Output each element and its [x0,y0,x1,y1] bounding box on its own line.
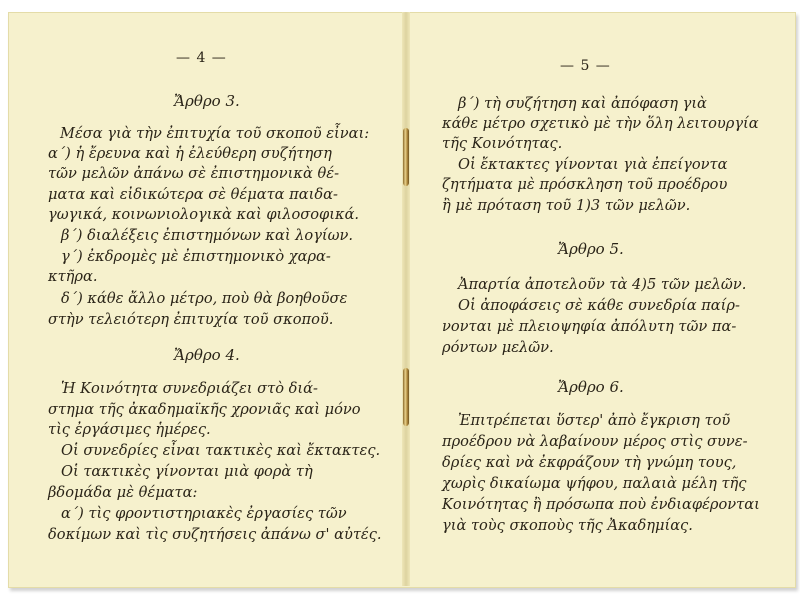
text-line: στημα τῆς ἀκαδημαϊκῆς χρονιᾶς καὶ μόνο [48,401,361,418]
page-number: — 4 — [176,50,227,66]
text-line: ζητήματα μὲ πρόσκληση τοῦ προέδρου [442,176,728,193]
booklet-gutter [402,12,410,586]
text-line: Οἱ ἀποφάσεις σὲ κάθε συνεδρία παίρ- [458,297,740,314]
text-line: β΄) τὴ συζήτηση καὶ ἀπόφαση γιὰ [458,95,707,112]
text-line: Μέσα γιὰ τὴν ἐπιτυχία τοῦ σκοποῦ εἶναι: [60,125,370,142]
text-line: δ΄) κάθε ἄλλο μέτρο, ποὺ θὰ βοηθοῦσε [61,290,348,307]
text-line: Οἱ τακτικὲς γίνονται μιὰ φορὰ τὴ [61,463,313,480]
text-line: δοκίμων καὶ τὶς συζητήσεις ἀπάνω σ' αὐτές. [48,526,382,543]
text-line: γ΄) ἐκδρομὲς μὲ ἐπιστημονικὸ χαρα- [61,248,331,265]
text-line: γωγικά, κοινωνιολογικὰ καὶ φιλοσοφικά. [48,206,360,223]
text-line: γιὰ τοὺς σκοποὺς τῆς Ἀκαδημίας. [442,517,693,534]
text-line: Οἱ ἔκτακτες γίνονται γιὰ ἐπείγοντα [458,156,728,173]
text-line: βδομάδα μὲ θέματα: [48,484,198,501]
text-line: ἢ μὲ πρόταση τοῦ 1)3 τῶν μελῶν. [442,197,691,214]
article-5-heading: Ἄρθρο 5. [558,240,624,258]
text-line: α΄) τὶς φροντιστηριακὲς ἐργασίες τῶν [61,505,347,522]
text-line: προέδρου νὰ λαβαίνουν μέρος στὶς συνε- [442,433,748,450]
text-line: Οἱ συνεδρίες εἶναι τακτικὲς καὶ ἔκτακτες. [61,442,381,459]
text-line: κάθε μέτρο σχετικὸ μὲ τὴν ὅλη λειτουργία [442,115,759,132]
staple-bottom [403,368,409,426]
text-line: χωρὶς δικαίωμα ψήφου, παλαιὰ μέλη τῆς [442,475,747,492]
text-line: Ἐπιτρέπεται ὕστερ' ἀπὸ ἔγκριση τοῦ [458,412,731,429]
text-line: Ἀπαρτία ἀποτελοῦν τὰ 4)5 τῶν μελῶν. [458,276,747,293]
text-line: ρόντων μελῶν. [442,339,554,356]
page-number: — 5 — [560,58,611,74]
article-4-heading: Ἄρθρο 4. [174,346,240,364]
article-3-heading: Ἄρθρο 3. [174,92,240,110]
text-line: νονται μὲ πλειοψηφία ἀπόλυτη τῶν πα- [442,318,737,335]
text-line: δρίες καὶ νὰ ἐκφράζουν τὴ γνώμη τους, [442,454,737,471]
text-line: β΄) διαλέξεις ἐπιστημόνων καὶ λογίων. [61,227,354,244]
text-line: κτῆρα. [48,268,98,285]
text-line: Ἡ Κοινότητα συνεδριάζει στὸ διά- [61,380,318,397]
text-line: τῶν μελῶν ἀπάνω σὲ ἐπιστημονικὰ θέ- [48,165,340,182]
text-line: τῆς Κοινότητας. [442,135,563,152]
article-6-heading: Ἄρθρο 6. [558,378,624,396]
text-line: τὶς ἐργάσιμες ἡμέρες. [48,421,211,438]
text-line: Κοινότητας ἢ πρόσωπα ποὺ ἐνδιαφέρονται [442,496,760,513]
text-line: ματα καὶ εἰδικώτερα σὲ θέματα παιδα- [48,186,338,203]
text-line: στὴν τελειότερη ἐπιτυχία τοῦ σκοποῦ. [48,311,334,328]
text-line: α΄) ἡ ἔρευνα καὶ ἡ ἐλεύθερη συζήτηση [48,145,332,162]
staple-top [403,128,409,186]
